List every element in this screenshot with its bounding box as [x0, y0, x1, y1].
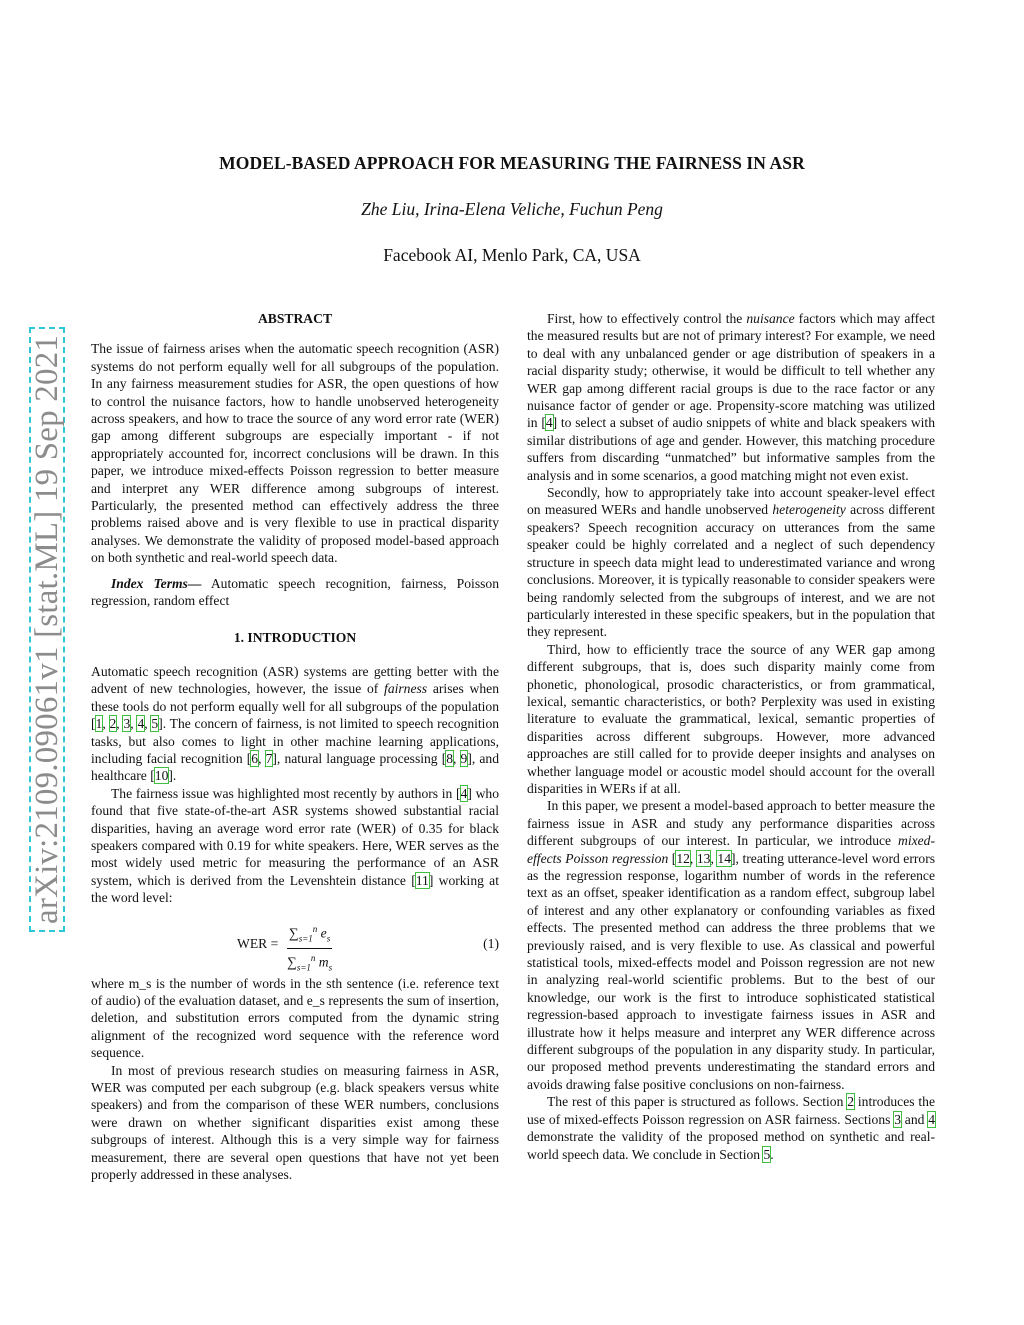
citation-link[interactable]: 3: [123, 716, 131, 732]
intro-paragraph-2: The fairness issue was highlighted most recently by authors in [4] who found that five state-of-the-art ASR systems showed substantial racial disparities, having an average word error rate (WER) of 0.35 for black speakers compared with 0.19 for white speakers. Here, WER serves as the most widely used metric for measuring the performance of an ASR system, which is derived from the Levenshtein distance [11] working at the word level:: [91, 785, 499, 906]
citation-link[interactable]: 4: [460, 785, 468, 801]
citation-link[interactable]: 8: [446, 750, 454, 766]
citation-link[interactable]: 4: [545, 415, 553, 431]
paper-title: MODEL-BASED APPROACH FOR MEASURING THE FAIRNESS IN ASR: [219, 153, 805, 173]
intro-paragraph-4: In most of previous research studies on measuring fairness in ASR, WER was computed per each subgroup (e.g. black speakers versus white speakers) and from the comparison of these WER numbers, conclusions were drawn on whether significant disparities exist among these subgroups of interest. Although this is a very simple way for fairness measurement, there are several open questions that have not yet been properly addressed in these analyses.: [91, 1062, 499, 1183]
right-column: [527, 310, 935, 1163]
citation-link[interactable]: 2: [109, 716, 117, 732]
arxiv-stamp: arXiv:2109.09061v1 [stat.ML] 19 Sep 2021: [29, 327, 65, 932]
intro-heading: 1. INTRODUCTION: [233, 629, 357, 645]
equation-number: (1): [483, 935, 499, 951]
citation-link[interactable]: 11: [415, 872, 429, 888]
abstract-text: The issue of fairness arises when the automatic speech recognition (ASR) systems do not perform equally well for all subgroups of the population. In any fairness measurement studies for ASR, the open questions of how to control the nuisance factors, how to handle unobserved heterogeneity across speakers, and how to trace the source of any word error rate (WER) gap among different subgroups are especially important - if not appropriately accounted for, incorrect conclusions will be drawn. In this paper, we introduce mixed-effects Poisson regression to better measure and interpret any WER difference among subgroups of interest. Particularly, the presented method can effectively address the three problems raised above and is very flexible to use in practical disparity analyses. We demonstrate the validity of proposed model-based approach on both synthetic and real-world speech data.: [91, 341, 499, 566]
citation-link[interactable]: 12: [676, 850, 690, 866]
index-terms-text: Automatic speech recognition, fairness, Poisson regression, random effect: [91, 575, 499, 609]
abstract-heading: ABSTRACT: [257, 311, 333, 326]
equation-lhs: WER =: [237, 935, 279, 951]
citation-link[interactable]: 7: [265, 750, 273, 766]
citation-link[interactable]: 4: [137, 716, 145, 732]
citation-link[interactable]: 1: [95, 716, 103, 732]
section-link[interactable]: 5: [763, 1146, 771, 1162]
citation-link[interactable]: 5: [151, 716, 159, 732]
intro-paragraph-1: Automatic speech recognition (ASR) systems are getting better with the advent of new technologies, however, the issue of fairness arises when these tools do not perform equally well for all subgroups of the population [1, 2, 3, 4, 5]. The concern of fairness, is not limited to speech recognition tasks, but also comes to light in other machine learning applications, including facial recognition [6, 7], natural language processing [8, 9], and healthcare [10].: [91, 663, 500, 784]
citation-link[interactable]: 10: [154, 768, 169, 784]
intro-paragraph-3: where m_s is the number of words in the sth sentence (i.e. reference text of audio) of the evaluation dataset, and e_s represents the sum of insertion, deletion, and substitution errors computed from the dynamic string alignment of the recognized word sequence with the reference word sequence.: [91, 975, 499, 1061]
right-paragraph-2: Secondly, how to appropriately take into account speaker-level effect on measured WERs and handle unobserved heterogeneity across different speakers? Speech recognition accuracy on utterances from the same speaker could be highly correlated and a neglect of such dependency structure in speech data might lead to underestimated variance and wrong conclusions. Moreover, it is typically reasonable to consider speakers were being randomly selected from the subgroups of interest, and we are not particularly interested in these specific speakers, but in the population that they represent.: [527, 485, 935, 640]
citation-link[interactable]: 13: [696, 850, 711, 866]
affiliation: Facebook AI, Menlo Park, CA, USA: [383, 245, 641, 265]
left-column: [91, 310, 499, 1183]
wer-equation: [91, 921, 499, 973]
index-terms-label: Index Terms—: [111, 575, 202, 591]
right-paragraph-3: Third, how to efficiently trace the source of any WER gap among different subgroups, that is, does such disparity mainly come from phonetic, phonological, prosodic characteristics, or from grammatical, lexical, semantic characteristics, or both? Perplexity was used in existing literature to evaluate the grammatical, lexical, semantic properties of disparities across different subgroups. However, more advanced approaches are still called for to provide deeper insights and analyses on whether language model or acoustic model should account for the overall disparities in WERs if at all.: [527, 641, 935, 796]
index-terms: [91, 575, 499, 610]
section-link[interactable]: 2: [847, 1094, 855, 1110]
section-link[interactable]: 3: [894, 1111, 901, 1127]
citation-link[interactable]: 9: [460, 750, 468, 766]
equation-fraction: $\frac{\sum_{s=1}^n e_s}{\sum_{s=1}^n m_s}$: [287, 921, 332, 977]
right-paragraph-1: First, how to effectively control the nuisance factors which may affect the measured results but are not of primary interest? For example, we need to deal with any unbalanced gender or age distribution of speakers in a racial disparity study; otherwise, it would be difficult to tell whether any WER gap among different racial groups is due to the race factor or any nuisance factor of gender or age. Propensity-score matching was utilized in [4] to select a subset of audio snippets of white and black speakers with similar distributions of age and gender. However, this matching procedure suffers from discarding “unmatched” but informative samples from the analysis and in some scenarios, a good matching might not even exist.: [527, 311, 935, 483]
citation-link[interactable]: 14: [717, 850, 732, 866]
citation-link[interactable]: 6: [251, 750, 259, 766]
right-paragraph-5: The rest of this paper is structured as follows. Section 2 introduces the use of mixed-effects Poisson regression on ASR fairness. Sections 3 and 4 demonstrate the validity of the proposed method on synthetic and real-world speech data. We conclude in Section 5.: [527, 1094, 935, 1162]
section-link[interactable]: 4: [928, 1111, 935, 1127]
right-paragraph-4: In this paper, we present a model-based approach to better measure the fairness issue in ASR and study any performance disparities across different subgroups of our interest. In particular, we introduce mixed-effects Poisson regression [12, 13, 14], treating utterance-level word errors as the regression response, logarithm number of words in the reference text as an offset, speaker identification as a random effect, subgroup label of interest and any other explanatory or confounding variables as fixed effects. The presented method can address the three problems that we previously raised, and is very flexible to use. As classical and powerful statistical tools, mixed-effects model and Poisson regression are not new in analyzing real-world scientific problems. But to the best of our knowledge, our work is the first to introduce sophisticated statistical regression-based approach to investigate fairness issues in ASR and illustrate how it helps measure and interpret any WER difference across different subgroups of the population in any disparity study. In particular, our proposed method prevents underestimating the standard errors and avoids drawing false positive conclusions on non-fairness.: [527, 798, 936, 1092]
author-list: Zhe Liu, Irina-Elena Veliche, Fuchun Peng: [361, 199, 663, 219]
